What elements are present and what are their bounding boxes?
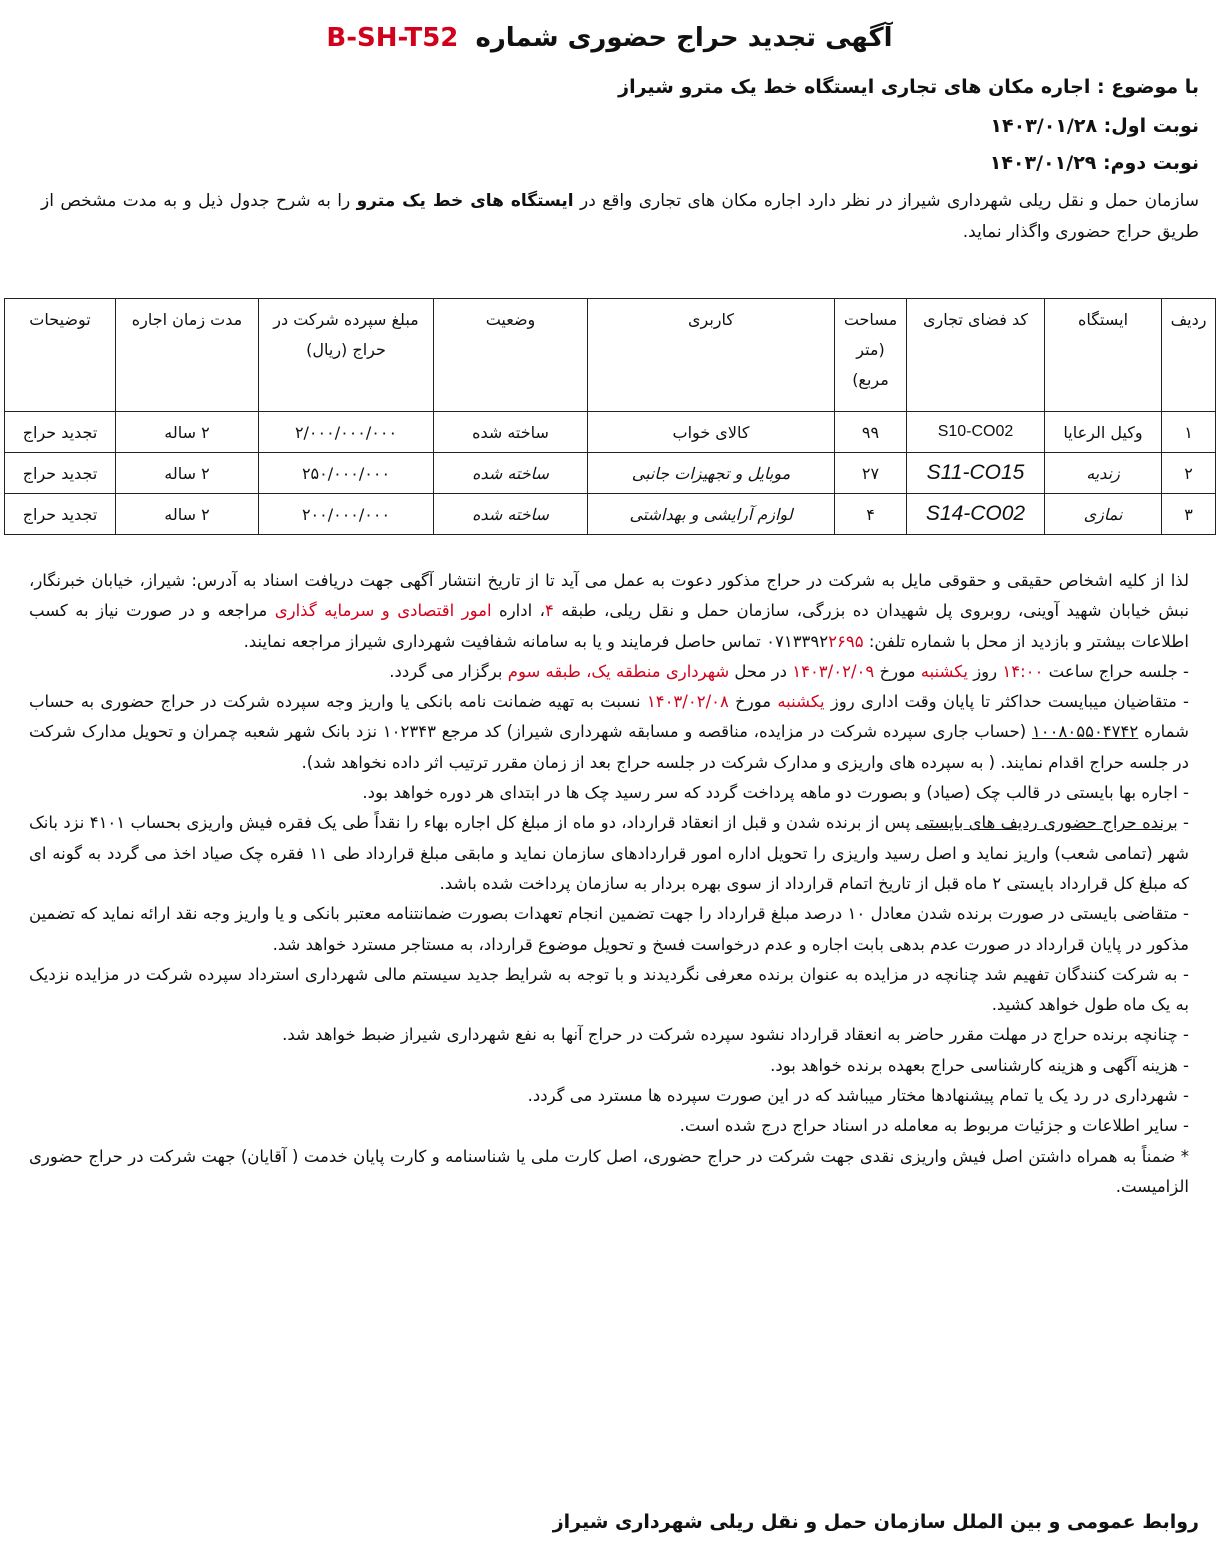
winner-text-b: پس از برنده شدن و قبل از انعقاد قرارداد، دو ماه از مبلغ کل اجاره بهاء را نقداً طی یک فقره فیش واریزی بحساب ۴۱۰۱ نزد بانک شهر (تمامی شعب) واریز نماید و اصل رسید واریزی را تحویل اداره امور قراردادهای سازمان نماید و مابقی مبلغ قرارداد طی ۱۱ فقره چک صیاد اخذ می گردد به گونه ای که مبلغ کل قرارداد بایستی ۲ ماه قبل از تاریخ اتمام قرارداد از سوی بهره بردار به سازمان پرداخت شده باشد.: [29, 813, 1190, 893]
cell-deposit: ۲۵۰/۰۰۰/۰۰۰: [259, 453, 434, 494]
invitation-text-d: تماس حاصل فرمایند و یا به سامانه شفافیت شهرداری شیراز مراجعه نمایند.: [243, 631, 761, 651]
footer-signature: روابط عمومی و بین الملل سازمان حمل و نقل ریلی شهرداری شیراز: [552, 1511, 1199, 1533]
table-row: [5, 412, 1216, 453]
cell-area: ۹۹: [835, 412, 907, 453]
deposit-date: ۱۴۰۳/۰۲/۰۸: [646, 692, 729, 712]
session-date: ۱۴۰۳/۰۲/۰۹: [792, 661, 875, 681]
first-round-date: نوبت اول: ۱۴۰۳/۰۱/۲۸: [990, 115, 1199, 137]
table-row: [5, 494, 1216, 535]
cell-deposit: ۲۰۰/۰۰۰/۰۰۰: [259, 494, 434, 535]
deposit-paragraph: [29, 687, 1189, 778]
cell-notes: تجدید حراج: [5, 494, 116, 535]
intro-part1: سازمان حمل و نقل ریلی شهرداری شیراز در نظر دارد اجاره مکان های تجاری واقع در: [580, 191, 1200, 211]
session-day: یکشنبه: [920, 661, 968, 681]
cell-code: S11-CO15: [907, 453, 1045, 494]
session-paragraph: [29, 657, 1189, 687]
session-text-b: روز: [973, 661, 998, 681]
deposit-day: یکشنبه: [777, 692, 825, 712]
cell-status: ساخته شده: [434, 453, 588, 494]
phone-suffix: ۲۶۹۵: [828, 631, 864, 651]
cell-deposit: ۲/۰۰۰/۰۰۰/۰۰۰: [259, 412, 434, 453]
session-text-a: - جلسه حراج ساعت: [1048, 661, 1189, 681]
header-deposit: مبلغ سپرده شرکت در حراج (ریال): [259, 299, 434, 412]
deposit-text-d: (حساب جاری سپرده شرکت در مزایده، مناقصه و مسابقه شهرداری شیراز) کد مرجع ۱۰۲۳۴۳ نزد بانک شهر شعبه چمران و تحویل مدارک شرکت در جلسه حراج اقدام نمایند. ( به سپرده های واریزی و مدارک شرکت در جلسه حراج بعد از زمان مقرر ترتیب اثر داده نخواهد شد).: [29, 722, 1189, 772]
account-number: ۱۰۰۸۰۵۵۰۴۷۴۲: [1031, 722, 1139, 742]
header-usage: کاربری: [588, 299, 835, 412]
deposit-text-b: مورخ: [735, 692, 772, 712]
intro-part2: را به شرح جدول ذیل و به مدت مشخص از طریق حراج حضوری واگذار نماید.: [41, 191, 1199, 242]
cell-notes: تجدید حراج: [5, 453, 116, 494]
floor-number: ۴: [544, 601, 554, 621]
rejection-paragraph: - شهرداری در رد یک یا تمام پیشنهادها مختار میباشد که در این صورت سپرده ها مسترد می گردد.: [527, 1086, 1189, 1106]
cell-code: S14-CO02: [907, 494, 1045, 535]
intro-bold: ایستگاه های خط یک مترو: [356, 191, 574, 211]
subject-line: با موضوع : اجاره مکان های تجاری ایستگاه خط یک مترو شیراز: [618, 76, 1199, 98]
costs-paragraph: - هزینه آگهی و هزینه کارشناسی حراج بعهده برنده خواهد بود.: [770, 1055, 1189, 1075]
title-text: آگهی تجدید حراج حضوری شماره: [475, 23, 893, 53]
cell-usage: کالای خواب: [588, 412, 835, 453]
session-text-c: مورخ: [879, 661, 916, 681]
invitation-text-b: ، اداره: [499, 601, 545, 621]
header-row-number: ردیف: [1162, 299, 1216, 412]
session-place: شهرداری منطقه یک، طبقه سوم: [507, 661, 730, 681]
refund-paragraph: - به شرکت کنندگان تفهیم شد چنانچه در مزایده به عنوان برنده معرفی نگردیدند و با توجه به شرایط جدید سیستم مالی شهرداری استرداد سپرده شرکت در مزایده نزدیک به یک ماه طول خواهد کشید.: [29, 964, 1189, 1015]
cell-duration: ۲ ساله: [116, 412, 259, 453]
invitation-text-a: لذا از کلیه اشخاص حقیقی و حقوقی مایل به شرکت در حراج مذکور دعوت به عمل می آید تا از تاریخ انتشار آگهی جهت دریافت اسناد به آدرس: شیراز، خیابان خبرنگار، نبش خیابان شهید آوینی، روبروی پل شهیدان ده بزرگی، سازمان حمل و نقل ریلی، طبقه: [29, 571, 1189, 621]
session-text-e: برگزار می گردد.: [389, 661, 503, 681]
cell-station: نمازی: [1045, 494, 1162, 535]
cell-duration: ۲ ساله: [116, 494, 259, 535]
winner-text-a: -: [1183, 813, 1189, 833]
cell-row-number: ۳: [1162, 494, 1216, 535]
cell-status: ساخته شده: [434, 412, 588, 453]
cell-code: S10-CO02: [907, 412, 1045, 453]
deposit-text-c: نسبت به تهیه ضمانت نامه بانکی یا واریز وجه سپرده شرکت در حراج حضوری به حساب شماره: [29, 692, 1189, 742]
header-code: کد فضای تجاری: [907, 299, 1045, 412]
cell-row-number: ۱: [1162, 412, 1216, 453]
details-paragraph: - سایر اطلاعات و جزئیات مربوط به معامله در اسناد حراج درج شده است.: [679, 1116, 1189, 1136]
auction-code: B-SH-T52: [326, 23, 459, 53]
notice-title: [0, 18, 1219, 58]
cell-station: وکیل الرعایا: [1045, 412, 1162, 453]
cell-row-number: ۲: [1162, 453, 1216, 494]
table-row: [5, 453, 1216, 494]
department-name: امور اقتصادی و سرمایه گذاری: [274, 601, 492, 621]
winner-underlined: برنده حراج حضوری ردیف های بایستی: [915, 813, 1178, 833]
header-duration: مدت زمان اجاره: [116, 299, 259, 412]
terms-body: [29, 566, 1189, 1202]
cell-duration: ۲ ساله: [116, 453, 259, 494]
phone-prefix: ۰۷۱۳۳۹۲: [766, 631, 829, 651]
documents-paragraph: * ضمناً به همراه داشتن اصل فیش واریزی نقدی جهت شرکت در حراج حضوری، اصل کارت ملی یا شناسنامه و کارت پایان خدمت ( آقایان) جهت شرکت در حراج حضوری الزامیست.: [29, 1146, 1189, 1196]
header-notes: توضیحات: [5, 299, 116, 412]
invitation-text-c: مراجعه و در صورت نیاز به کسب اطلاعات بیشتر و بازدید از محل با شماره تلفن:: [29, 601, 1189, 651]
header-status: وضعیت: [434, 299, 588, 412]
intro-paragraph: [41, 186, 1199, 248]
cell-notes: تجدید حراج: [5, 412, 116, 453]
cell-station: زندیه: [1045, 453, 1162, 494]
phone-number: [766, 632, 864, 651]
header-area: مساحت (متر مربع): [835, 299, 907, 412]
header-station: ایستگاه: [1045, 299, 1162, 412]
cell-area: ۴: [835, 494, 907, 535]
spaces-table: [4, 298, 1216, 535]
guarantee-paragraph: - متقاضی بایستی در صورت برنده شدن معادل ۱۰ درصد مبلغ قرارداد را جهت تضمین انجام تعهدات بصورت ضمانتنامه معتبر بانکی و یا واریز وجه نقد ارائه نماید که تضمین مذکور در پایان قرارداد در صورت عدم بدهی بابت اجاره و عدم درخواست فسخ و تحویل موضوع قرارداد، به مستاجر مسترد خواهد شد.: [29, 904, 1189, 954]
session-text-d: در محل: [734, 661, 787, 681]
cell-status: ساخته شده: [434, 494, 588, 535]
invitation-paragraph: [29, 566, 1189, 657]
rent-paragraph: - اجاره بها بایستی در قالب چک (صیاد) و بصورت دو ماهه پرداخت گردد که سر رسید چک ها در ابتدای هر دوره خواهد بود.: [362, 783, 1189, 803]
second-round-date: نوبت دوم: ۱۴۰۳/۰۱/۲۹: [989, 152, 1199, 174]
cell-usage: موبایل و تجهیزات جانبی: [588, 453, 835, 494]
forfeit-paragraph: - چنانچه برنده حراج در مهلت مقرر حاضر به انعقاد قرارداد نشود سپرده شرکت در حراج آنها به نفع شهرداری شیراز ضبط خواهد شد.: [282, 1025, 1189, 1045]
deposit-text-a: - متقاضیان میبایست حداکثر تا پایان وقت اداری روز: [830, 692, 1189, 712]
table-header-row: [5, 299, 1216, 412]
cell-area: ۲۷: [835, 453, 907, 494]
cell-usage: لوازم آرایشی و بهداشتی: [588, 494, 835, 535]
session-time: ۱۴:۰۰: [1002, 661, 1044, 681]
winner-paragraph: [29, 808, 1189, 899]
